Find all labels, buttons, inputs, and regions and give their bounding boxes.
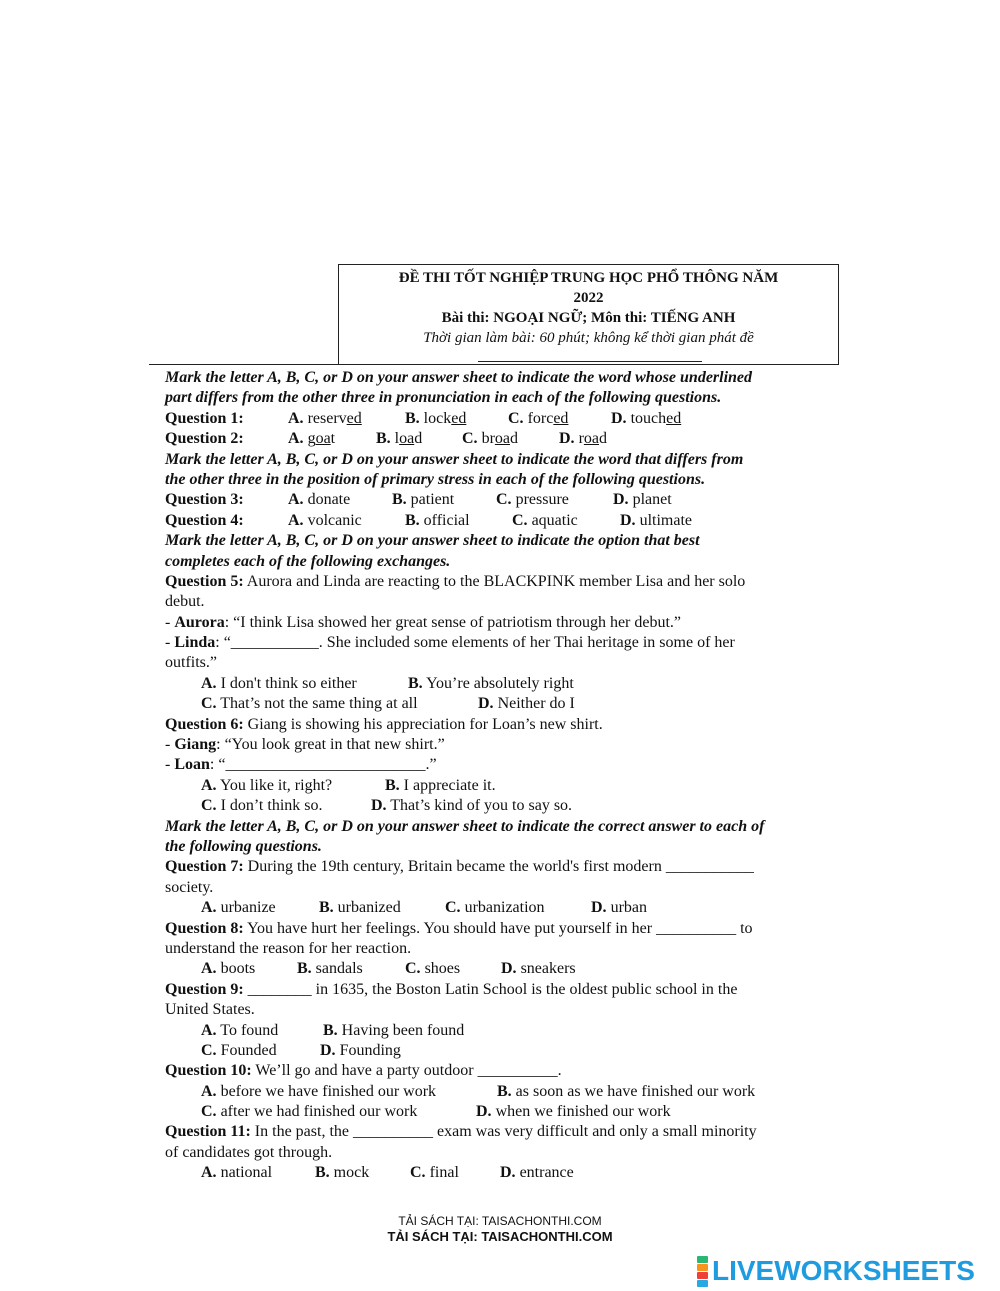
option-a[interactable]: A. urbanize [201,899,276,917]
option-d[interactable]: D. touched [611,409,682,427]
question-7-stem-cont: society. [165,878,214,896]
question-6-stem: Question 6: Giang is showing his appreciation for Loan’s new shirt. [165,715,603,733]
option-d[interactable]: D. entrance [500,1164,574,1182]
option-d[interactable]: D. sneakers [501,960,576,978]
question-11-options [165,1163,845,1183]
option-a[interactable]: A. before we have finished our work [201,1082,437,1100]
option-c[interactable]: C. shoes [405,960,461,978]
question-label: Question 10: [165,1062,252,1080]
question-5-stem: Question 5: Aurora and Linda are reacting to the BLACKPINK member Lisa and her solo [165,572,746,590]
option-c[interactable]: C. urbanization [445,899,545,917]
question-6-options-ab [165,776,845,796]
question-10-options-cd [165,1102,845,1122]
option-d[interactable]: D. road [559,430,607,448]
option-b[interactable]: B. load [376,430,423,448]
option-b[interactable]: B. locked [405,409,467,427]
question-5-options-ab [165,674,845,694]
question-5-options-cd [165,694,845,714]
question-9-stem-cont: United States. [165,1001,255,1019]
question-2 [165,429,845,449]
exam-time-note: Thời gian làm bài: 60 phút; không kể thời gian phát đề [423,330,754,346]
option-c[interactable]: C. That’s not the same thing at all [201,695,418,713]
question-4 [165,511,845,531]
option-b[interactable]: B. You’re absolutely right [408,674,574,692]
option-d[interactable]: D. Founding [320,1041,401,1059]
option-c[interactable]: C. final [410,1164,459,1182]
option-c[interactable]: C. pressure [496,491,569,509]
question-label: Question 3: [165,491,244,509]
exam-header [338,264,839,365]
instruction-exchange-1: Mark the letter A, B, C, or D on your answer sheet to indicate the option that best [165,532,700,550]
option-c[interactable]: C. forced [508,409,569,427]
option-d[interactable]: D. That’s kind of you to say so. [371,797,573,815]
option-a[interactable]: A. You like it, right? [201,776,333,794]
question-8-options [165,959,845,979]
option-a[interactable]: A. To found [201,1021,279,1039]
instruction-pronunciation-2: part differs from the other three in pronunciation in each of the following questions. [165,389,722,407]
question-label: Question 11: [165,1123,251,1141]
logo-block [697,1264,708,1271]
question-label: Question 9: [165,980,244,998]
exam-subject: Bài thi: NGOẠI NGỮ; Môn thi: TIẾNG ANH [441,310,736,326]
question-label: Question 2: [165,430,244,448]
instruction-stress-2: the other three in the position of primary stress in each of the following questions. [165,470,706,488]
header-divider [478,361,702,362]
option-a[interactable]: A. I don't think so either [201,674,357,692]
option-b[interactable]: B. official [405,511,470,529]
option-a[interactable]: A. goat [288,430,336,448]
option-a[interactable]: A. reserved [288,409,362,427]
option-d[interactable]: D. urban [591,899,647,917]
dialogue-line-linda: - Linda: “___________. She included some elements of her Thai heritage in some of her [165,634,735,652]
option-b[interactable]: B. Having been found [323,1021,465,1039]
option-a[interactable]: A. boots [201,960,256,978]
footer-source-line: TẢI SÁCH TẠI: TAISACHONTHI.COM [398,1214,602,1228]
dialogue-line-aurora: - Aurora: “I think Lisa showed her great sense of patriotism through her debut.” [165,613,682,631]
option-a[interactable]: A. volcanic [288,511,362,529]
question-7-options [165,898,845,918]
question-3 [165,490,845,510]
instruction-pronunciation-1: Mark the letter A, B, C, or D on your answer sheet to indicate the word whose underlined [165,369,753,386]
instruction-correct-1: Mark the letter A, B, C, or D on your answer sheet to indicate the correct answer to each of [165,817,765,835]
option-d[interactable]: D. Neither do I [478,695,575,713]
liveworksheets-logo-icon [697,1256,708,1287]
question-10-options-ab [165,1082,845,1102]
question-6-options-cd [165,796,845,816]
logo-block [697,1280,708,1287]
question-8-stem-cont: understand the reason for her reaction. [165,939,412,957]
question-11-stem-cont: of candidates got through. [165,1143,333,1161]
question-9-options-cd [165,1041,845,1061]
option-b[interactable]: B. mock [315,1164,370,1182]
instruction-stress-1: Mark the letter A, B, C, or D on your answer sheet to indicate the word that differs from [165,450,744,468]
liveworksheets-logo[interactable] [697,1256,975,1286]
exam-title-line1: ĐỀ THI TỐT NGHIỆP TRUNG HỌC PHỔ THÔNG NĂM [398,270,779,286]
option-b[interactable]: B. I appreciate it. [385,776,496,794]
question-9-stem: Question 9: ________ in 1635, the Boston Latin School is the oldest public school in the [165,980,738,998]
question-label: Question 8: [165,919,244,937]
question-label: Question 4: [165,511,244,529]
footer [0,1214,1000,1244]
option-b[interactable]: B. sandals [297,960,363,978]
exam-body [165,368,845,1184]
question-8-stem: Question 8: You have hurt her feelings. You should have put yourself in her __________ to [165,919,753,937]
instruction-exchange-2: completes each of the following exchanges. [165,552,451,570]
dialogue-line-loan: - Loan: “_________________________.” [165,756,437,774]
exam-title-line2: 2022 [573,290,604,306]
liveworksheets-wordmark: LIVEWORKSHEETS [712,1255,975,1286]
option-d[interactable]: D. when we finished our work [476,1103,671,1121]
option-a[interactable]: A. donate [288,491,351,509]
option-d[interactable]: D. ultimate [620,511,692,529]
dialogue-line-linda-cont: outfits.” [165,654,217,672]
option-c[interactable]: C. broad [462,430,518,448]
option-c[interactable]: C. after we had finished our work [201,1103,418,1121]
option-b[interactable]: B. as soon as we have finished our work [497,1082,756,1100]
option-b[interactable]: B. patient [392,491,455,509]
left-divider [149,364,338,365]
option-b[interactable]: B. urbanized [319,899,401,917]
option-c[interactable]: C. Founded [201,1041,277,1059]
option-d[interactable]: D. planet [613,491,672,509]
logo-block [697,1256,708,1263]
option-c[interactable]: C. I don’t think so. [201,797,323,815]
question-11-stem: Question 11: In the past, the __________ exam was very difficult and only a small minority [165,1123,757,1141]
question-label: Question 5: [165,572,244,590]
dialogue-line-giang: - Giang: “You look great in that new shirt.” [165,736,445,754]
option-c[interactable]: C. aquatic [512,511,578,529]
question-5-stem-cont: debut. [165,593,205,611]
question-label: Question 6: [165,715,244,733]
question-1 [165,409,845,429]
question-label: Question 1: [165,409,244,427]
question-label: Question 7: [165,858,244,876]
question-7-stem: Question 7: During the 19th century, Britain became the world's first modern ___________ [165,858,754,876]
question-10-stem: Question 10: We’ll go and have a party outdoor __________. [165,1062,562,1080]
instruction-correct-2: the following questions. [165,837,322,855]
question-9-options-ab [165,1021,845,1041]
option-a[interactable]: A. national [201,1164,273,1182]
logo-block [697,1272,708,1279]
footer-source-line-bold: TẢI SÁCH TẠI: TAISACHONTHI.COM [387,1229,613,1244]
